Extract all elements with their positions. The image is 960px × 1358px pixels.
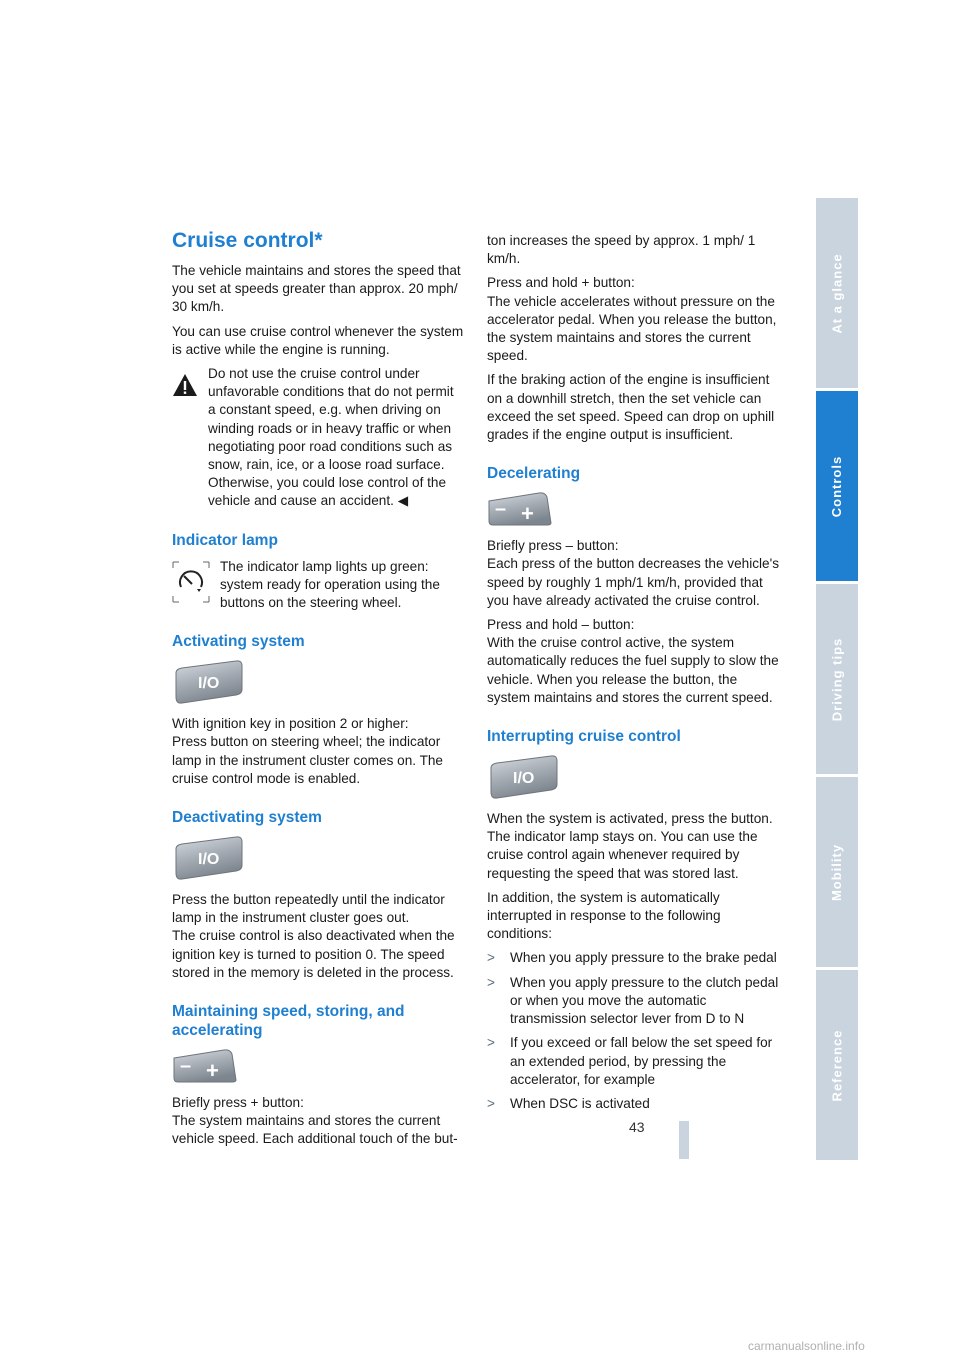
svg-text:I/O: I/O xyxy=(198,851,220,869)
heading-decelerating: Decelerating xyxy=(487,465,581,483)
end-mark-icon: ◀ xyxy=(397,493,409,509)
warning-note xyxy=(172,365,464,511)
maintaining-text-2: The system maintains and stores the current vehicle speed. Each additional touch of the but- xyxy=(172,1113,458,1147)
auto-interrupt-text: In addition, the system is automatically interrupted in response to the following conditions: xyxy=(487,889,721,942)
deactivating-text-2: The cruise control is also deactivated when the ignition key is turned to position 0. The speed stored in the memory is deleted in the process. xyxy=(172,928,455,980)
svg-text:+: + xyxy=(206,1058,219,1084)
heading-activating: Activating system xyxy=(172,633,305,651)
svg-text:–: – xyxy=(180,1055,192,1078)
heading-interrupting: Interrupting cruise control xyxy=(487,728,681,746)
left-column xyxy=(172,228,464,1155)
bullet-arrow-icon: > xyxy=(487,974,495,990)
tab-controls[interactable]: Controls xyxy=(816,391,858,581)
interrupt-conditions-list xyxy=(487,949,779,1113)
svg-text:I/O: I/O xyxy=(513,770,535,788)
hold-plus-text-1: Press and hold + button: xyxy=(487,275,635,291)
list-item: > When you apply pressure to the clutch pedal or when you move the automatic transmission selector lever from D to N xyxy=(487,974,779,1027)
continued-text: ton increases the speed by approx. 1 mph/ 1 km/h. xyxy=(487,233,756,267)
plus-minus-button-illustration xyxy=(487,491,553,527)
tab-reference[interactable]: Reference xyxy=(816,970,858,1160)
chapter-sidebar xyxy=(816,198,858,1160)
watermark: carmanualsonline.info xyxy=(748,1339,865,1353)
deactivating-text-1: Press the button repeatedly until the indicator lamp in the instrument cluster goes out. xyxy=(172,892,445,926)
braking-text: If the braking action of the engine is insufficient on a downhill stretch, then the set vehicle can exceed the set speed. Speed can drop on uphill grades if the engine output is insufficient. xyxy=(487,372,775,443)
heading-maintaining: Maintaining speed, storing, and accelerating xyxy=(172,1003,405,1040)
list-item: > If you exceed or fall below the set speed for an extended period, by pressing the accelerator, for example xyxy=(487,1035,773,1087)
page-title: Cruise control* xyxy=(172,229,323,252)
hold-minus-text-2: With the cruise control active, the system automatically reduces the fuel supply to slow the vehicle. When you release the button, the system maintains and stores the current speed. xyxy=(487,635,779,705)
heading-deactivating: Deactivating system xyxy=(172,809,322,827)
indicator-lamp-text: The indicator lamp lights up green: system ready for operation using the buttons on the steering wheel. xyxy=(220,558,440,611)
io-button-illustration xyxy=(487,754,559,800)
maintaining-text-1: Briefly press + button: xyxy=(172,1095,304,1111)
right-column xyxy=(487,232,779,1119)
indicator-lamp-block xyxy=(172,558,464,613)
io-button-illustration xyxy=(172,659,244,705)
intro-paragraph: The vehicle maintains and stores the speed that you set at speeds greater than approx. 20 mph/ 30 km/h. xyxy=(172,263,461,315)
bullet-arrow-icon: > xyxy=(487,1095,495,1111)
activating-text-2: Press button on steering wheel; the indicator lamp in the instrument cluster comes on. The cruise control mode is enabled. xyxy=(172,734,443,786)
svg-text:I/O: I/O xyxy=(198,675,220,693)
activating-text-1: With ignition key in position 2 or higher: xyxy=(172,716,409,732)
cruise-control-lamp-icon xyxy=(172,560,210,604)
page-number-bar xyxy=(679,1121,689,1159)
svg-text:–: – xyxy=(495,498,507,521)
briefly-minus-text-1: Briefly press – button: xyxy=(487,538,619,554)
intro-paragraph-2: You can use cruise control whenever the system is active while the engine is running. xyxy=(172,323,464,357)
list-item: > When DSC is activated xyxy=(487,1095,779,1113)
hold-minus-text-1: Press and hold – button: xyxy=(487,617,635,633)
tab-at-a-glance[interactable]: At a glance xyxy=(816,198,858,388)
svg-text:+: + xyxy=(521,501,534,527)
io-button-illustration xyxy=(172,835,244,881)
heading-indicator-lamp: Indicator lamp xyxy=(172,531,278,549)
list-item: > When you apply pressure to the brake pedal xyxy=(487,949,779,967)
briefly-minus-text-2: Each press of the button decreases the vehicle's speed by roughly 1 mph/1 km/h, provided that you have already activated the cruise control. xyxy=(487,556,780,608)
tab-driving-tips[interactable]: Driving tips xyxy=(816,584,858,774)
interrupt-text: When the system is activated, press the button. The indicator lamp stays on. You can use the cruise control again whenever required by requesting the speed that was stored last. xyxy=(487,811,773,881)
warning-triangle-icon xyxy=(172,373,198,397)
page-number: 43 xyxy=(629,1119,645,1135)
bullet-arrow-icon: > xyxy=(487,950,495,966)
plus-minus-button-illustration xyxy=(172,1048,238,1084)
hold-plus-text-2: The vehicle accelerates without pressure on the accelerator pedal. When you release the button, the system maintains and stores the current speed. xyxy=(487,293,777,364)
warning-text: Do not use the cruise control under unfavorable conditions that do not permit a constant speed, e.g. when driving on winding roads or in heavy traffic or when negotiating poor road conditions such as snow, rain, ice, or a loose road surface. Otherwise, you could lose control of the vehicle and cause an accident. ◀ xyxy=(208,366,454,509)
tab-mobility[interactable]: Mobility xyxy=(816,777,858,967)
bullet-arrow-icon: > xyxy=(487,1035,495,1051)
